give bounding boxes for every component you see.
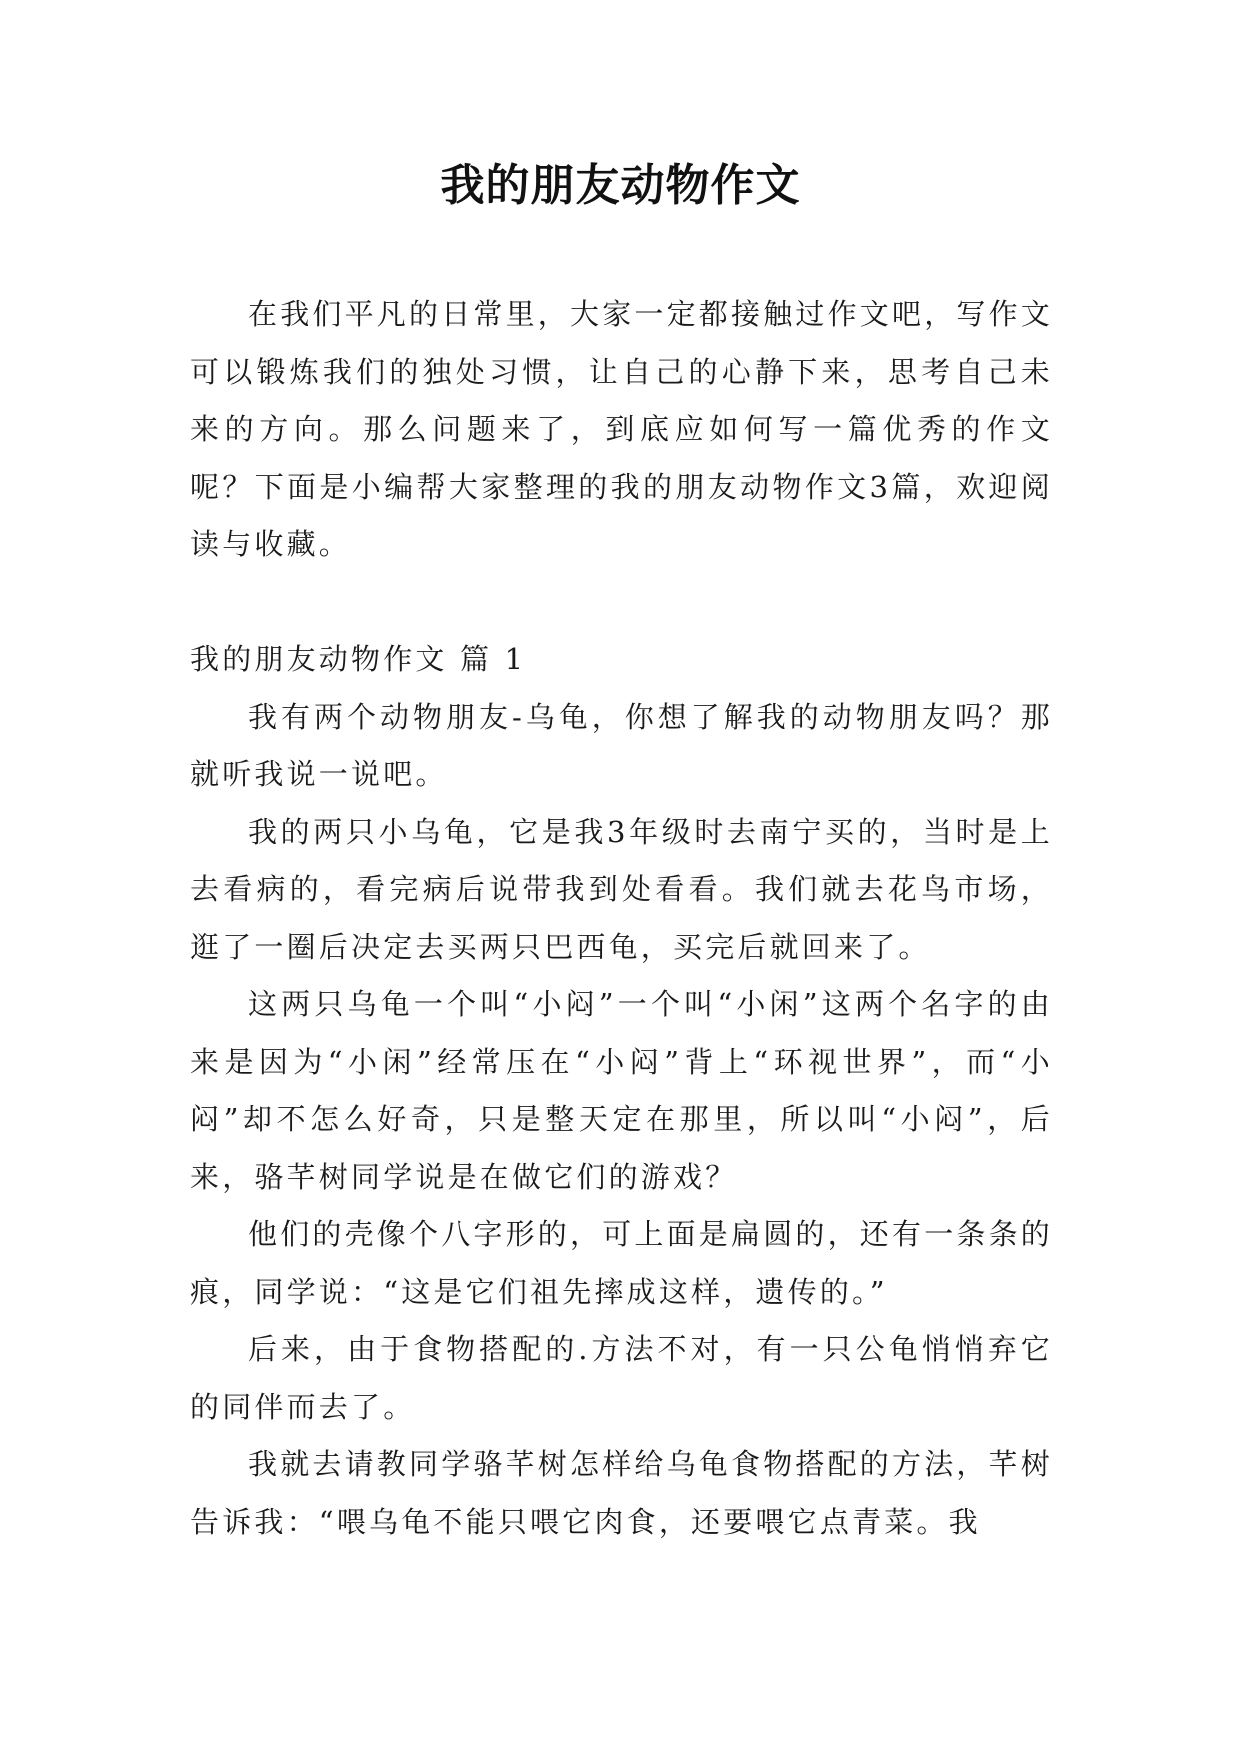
body-paragraph: 我就去请教同学骆芊树怎样给乌龟食物搭配的方法，芊树告诉我：“喂乌龟不能只喂它肉食，还要喂它点青菜。我	[190, 1447, 1054, 1539]
body-paragraph: 后来，由于食物搭配的.方法不对，有一只公龟悄悄弃它的同伴而去了。	[190, 1332, 1053, 1424]
intro-paragraph: 在我们平凡的日常里，大家一定都接触过作文吧，写作文可以锻炼我们的独处习惯，让自己的心静下来，思考自己未来的方向。那么问题来了，到底应如何写一篇优秀的作文呢？下面是小编帮大家整理的我的朋友动物作文3篇，欢迎阅读与收藏。	[190, 297, 1054, 561]
body-paragraph: 我的两只小乌龟，它是我3年级时去南宁买的，当时是上去看病的，看完病后说带我到处看看。我们就去花鸟市场，逛了一圈后决定去买两只巴西龟，买完后就回来了。	[190, 814, 1053, 964]
body-paragraph: 这两只乌龟一个叫“小闷”一个叫“小闲”这两个名字的由来是因为“小闲”经常压在“小闷”背上“环视世界”，而“小闷”却不怎么好奇，只是整天定在那里，所以叫“小闷”，后来，骆芊树同学说是在做它们的游戏？	[190, 987, 1053, 1194]
document-title: 我的朋友动物作文	[440, 160, 801, 211]
body-paragraph: 我有两个动物朋友-乌龟，你想了解我的动物朋友吗？那就听我说一说吧。	[190, 699, 1053, 791]
body-paragraph: 他们的壳像个八字形的，可上面是扁圆的，还有一条条的痕，同学说：“这是它们祖先摔成这样，遗传的。”	[190, 1217, 1054, 1309]
document-body	[190, 286, 1053, 1551]
section-heading: 我的朋友动物作文 篇 1	[190, 642, 527, 676]
